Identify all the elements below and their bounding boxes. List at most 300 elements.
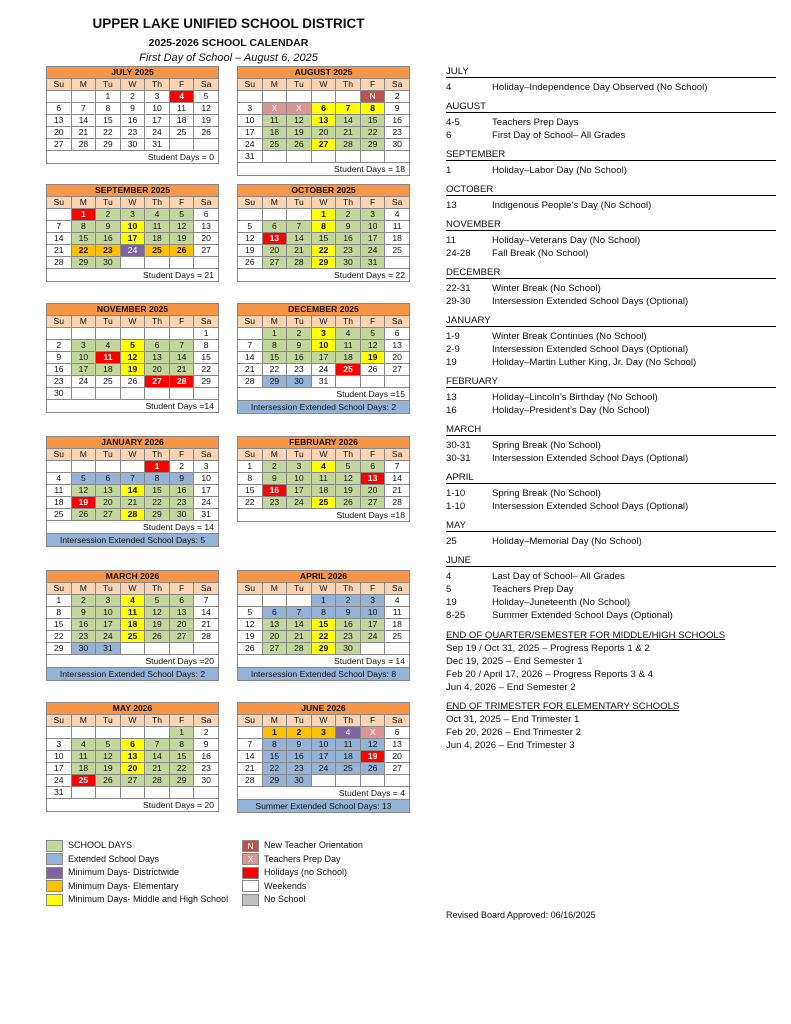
day-cell: 16 xyxy=(96,233,121,245)
day-cell xyxy=(169,257,194,269)
day-cell: 12 xyxy=(360,739,385,751)
day-header: Sa xyxy=(194,449,219,461)
day-cell: 22 xyxy=(238,497,263,509)
day-cell: 3 xyxy=(360,595,385,607)
day-cell: 16 xyxy=(336,233,361,245)
event-date: 4 xyxy=(446,571,452,582)
day-cell: 5 xyxy=(71,473,96,485)
month-1 xyxy=(237,66,410,176)
event-section xyxy=(446,315,776,369)
month-9 xyxy=(237,570,410,681)
day-cell: 6 xyxy=(385,727,410,739)
day-header: W xyxy=(120,449,145,461)
event-row xyxy=(446,583,776,596)
event-label: Intersession Extended School Days (Optional) xyxy=(492,344,689,355)
day-cell: 24 xyxy=(145,127,170,139)
day-header: Sa xyxy=(385,583,410,595)
day-cell: 28 xyxy=(145,775,170,787)
day-cell: 17 xyxy=(194,485,219,497)
month-title: MAY 2026 xyxy=(47,703,219,715)
day-cell: 13 xyxy=(120,751,145,763)
day-cell: 10 xyxy=(311,739,336,751)
event-label: Holiday–Memorial Day (No School) xyxy=(492,536,642,547)
district-title: UPPER LAKE UNIFIED SCHOOL DISTRICT xyxy=(92,16,365,31)
event-label: Intersession Extended School Days (Optional) xyxy=(492,501,689,512)
day-cell xyxy=(311,91,336,103)
day-cell: 8 xyxy=(194,340,219,352)
day-cell: 4 xyxy=(336,727,361,739)
day-cell: 13 xyxy=(262,233,287,245)
day-cell: 23 xyxy=(287,763,312,775)
event-section xyxy=(446,267,776,308)
day-cell: 16 xyxy=(47,364,72,376)
day-cell: 31 xyxy=(96,643,121,655)
event-label: Holiday–Veterans Day (No School) xyxy=(492,235,641,246)
day-cell: 30 xyxy=(96,257,121,269)
day-header: M xyxy=(262,715,287,727)
day-cell xyxy=(262,151,287,163)
day-cell xyxy=(311,151,336,163)
day-cell: 26 xyxy=(287,139,312,151)
event-section xyxy=(446,66,776,94)
event-row xyxy=(446,535,776,548)
day-cell: 25 xyxy=(71,775,96,787)
day-cell: 20 xyxy=(96,497,121,509)
day-header: M xyxy=(71,715,96,727)
day-cell: 30 xyxy=(336,643,361,655)
event-section xyxy=(446,555,776,622)
day-cell xyxy=(287,209,312,221)
month-6 xyxy=(46,436,219,547)
day-cell: 13 xyxy=(47,115,72,127)
event-label: Holiday–Labor Day (No School) xyxy=(492,165,627,176)
event-date: 1-10 xyxy=(446,488,466,499)
month-title: DECEMBER 2025 xyxy=(238,304,410,316)
day-cell: 29 xyxy=(262,376,287,388)
event-label: Holiday–President’s Day (No School) xyxy=(492,405,650,416)
event-row xyxy=(446,570,776,583)
day-cell: 19 xyxy=(336,485,361,497)
day-cell: 18 xyxy=(169,115,194,127)
legend-item xyxy=(242,852,341,866)
day-header: Th xyxy=(145,316,170,328)
day-cell: 20 xyxy=(360,485,385,497)
day-header: Th xyxy=(145,583,170,595)
event-month-heading: MARCH xyxy=(446,424,776,436)
day-cell xyxy=(145,257,170,269)
event-row xyxy=(446,81,776,94)
day-cell xyxy=(145,643,170,655)
day-cell: X xyxy=(287,103,312,115)
day-cell: 4 xyxy=(96,340,121,352)
student-days: Student Days = 22 xyxy=(237,269,410,282)
day-cell: 2 xyxy=(47,340,72,352)
day-cell: 7 xyxy=(336,103,361,115)
day-header: M xyxy=(71,79,96,91)
day-cell: 17 xyxy=(360,233,385,245)
month-0 xyxy=(46,66,219,164)
event-date: 1 xyxy=(446,165,452,176)
day-header: Su xyxy=(238,79,263,91)
day-header: M xyxy=(262,583,287,595)
day-cell: 20 xyxy=(169,619,194,631)
day-cell xyxy=(120,727,145,739)
day-cell: 17 xyxy=(145,115,170,127)
day-cell: 5 xyxy=(360,328,385,340)
day-cell: 2 xyxy=(71,595,96,607)
day-cell: 1 xyxy=(262,727,287,739)
day-cell: 6 xyxy=(360,461,385,473)
day-cell: 9 xyxy=(194,739,219,751)
day-cell: 16 xyxy=(120,115,145,127)
day-header: Th xyxy=(336,449,361,461)
day-header: Su xyxy=(47,197,72,209)
event-month-heading: AUGUST xyxy=(446,101,776,113)
day-cell: 23 xyxy=(194,763,219,775)
day-cell: 20 xyxy=(194,233,219,245)
day-cell: 17 xyxy=(238,127,263,139)
month-title: JULY 2025 xyxy=(47,67,219,79)
event-row xyxy=(446,116,776,129)
day-cell: 12 xyxy=(238,233,263,245)
day-header: Sa xyxy=(385,79,410,91)
day-cell: 23 xyxy=(120,127,145,139)
day-cell: 8 xyxy=(169,739,194,751)
day-cell: 3 xyxy=(194,461,219,473)
day-cell: 13 xyxy=(385,739,410,751)
day-header: Su xyxy=(47,583,72,595)
day-cell: 1 xyxy=(311,595,336,607)
day-cell: 20 xyxy=(311,127,336,139)
day-cell: 11 xyxy=(262,115,287,127)
day-cell: 16 xyxy=(385,115,410,127)
day-header: W xyxy=(120,715,145,727)
day-cell: 14 xyxy=(47,233,72,245)
day-header: F xyxy=(169,79,194,91)
event-date: 2-9 xyxy=(446,344,460,355)
event-date: 22-31 xyxy=(446,283,471,294)
day-cell: 26 xyxy=(169,245,194,257)
month-title: FEBRUARY 2026 xyxy=(238,437,410,449)
day-cell: 23 xyxy=(169,497,194,509)
event-label: Spring Break (No School) xyxy=(492,488,601,499)
day-cell: 31 xyxy=(194,509,219,521)
day-cell: 4 xyxy=(120,595,145,607)
month-title: AUGUST 2025 xyxy=(238,67,410,79)
day-cell: 7 xyxy=(287,607,312,619)
day-cell: 7 xyxy=(169,340,194,352)
day-header: W xyxy=(311,316,336,328)
event-label: Intersession Extended School Days (Optional) xyxy=(492,296,689,307)
day-cell: 28 xyxy=(194,631,219,643)
day-header: Sa xyxy=(194,79,219,91)
day-cell: 7 xyxy=(238,340,263,352)
calendar-title: 2025-2026 SCHOOL CALENDAR xyxy=(148,37,309,49)
day-cell xyxy=(311,775,336,787)
day-cell: 20 xyxy=(262,245,287,257)
day-cell: 26 xyxy=(336,497,361,509)
day-cell: 24 xyxy=(311,763,336,775)
day-cell: 11 xyxy=(120,607,145,619)
day-header: Tu xyxy=(287,79,312,91)
day-cell: 31 xyxy=(47,787,72,799)
day-cell: 25 xyxy=(47,509,72,521)
day-cell: 7 xyxy=(385,461,410,473)
day-cell xyxy=(96,787,121,799)
day-cell: 11 xyxy=(47,485,72,497)
day-cell: 18 xyxy=(336,751,361,763)
month-11 xyxy=(237,702,410,813)
day-cell: 29 xyxy=(145,509,170,521)
day-cell: 8 xyxy=(311,607,336,619)
day-header: Tu xyxy=(287,715,312,727)
day-cell xyxy=(262,595,287,607)
extended-days-note: Summer Extended School Days: 13 xyxy=(237,800,410,813)
day-cell: 7 xyxy=(287,221,312,233)
event-date: 24-28 xyxy=(446,248,471,259)
day-header: F xyxy=(169,197,194,209)
day-cell: 18 xyxy=(120,619,145,631)
day-cell: 22 xyxy=(262,364,287,376)
day-header: Th xyxy=(336,79,361,91)
day-cell: 13 xyxy=(145,352,170,364)
day-cell xyxy=(47,328,72,340)
day-cell: 25 xyxy=(385,631,410,643)
day-cell: 11 xyxy=(311,473,336,485)
day-header: Su xyxy=(238,197,263,209)
day-cell: 4 xyxy=(47,473,72,485)
day-header: Su xyxy=(47,79,72,91)
day-cell xyxy=(360,376,385,388)
day-cell: 27 xyxy=(120,775,145,787)
day-cell xyxy=(238,595,263,607)
day-header: M xyxy=(262,79,287,91)
day-header: Su xyxy=(238,715,263,727)
event-row xyxy=(446,234,776,247)
month-10 xyxy=(46,702,219,812)
day-cell: 18 xyxy=(145,233,170,245)
event-section xyxy=(446,376,776,417)
legend-label: No School xyxy=(264,894,306,904)
day-cell: 26 xyxy=(96,775,121,787)
day-cell: 5 xyxy=(336,461,361,473)
event-date: 19 xyxy=(446,357,457,368)
extended-days-note: Intersession Extended School Days: 8 xyxy=(237,668,410,681)
day-cell: 12 xyxy=(120,352,145,364)
day-cell: 20 xyxy=(47,127,72,139)
day-cell: 30 xyxy=(120,139,145,151)
day-cell: 14 xyxy=(238,352,263,364)
day-cell: 8 xyxy=(360,103,385,115)
day-cell: 26 xyxy=(194,127,219,139)
day-header: Th xyxy=(145,197,170,209)
day-cell xyxy=(96,328,121,340)
day-cell: 15 xyxy=(194,352,219,364)
day-cell xyxy=(336,91,361,103)
day-cell: 9 xyxy=(336,607,361,619)
day-cell xyxy=(120,787,145,799)
day-cell: 13 xyxy=(262,619,287,631)
event-date: 4-5 xyxy=(446,117,460,128)
event-row xyxy=(446,439,776,452)
day-cell: 28 xyxy=(169,376,194,388)
event-month-heading: SEPTEMBER xyxy=(446,149,776,161)
day-cell: 30 xyxy=(287,775,312,787)
day-cell: 9 xyxy=(287,340,312,352)
day-cell: 10 xyxy=(238,115,263,127)
day-cell: 19 xyxy=(360,352,385,364)
day-cell: 1 xyxy=(169,727,194,739)
event-month-heading: OCTOBER xyxy=(446,184,776,196)
day-cell: 25 xyxy=(169,127,194,139)
quarters-item: Dec 19, 2025 – End Semester 1 xyxy=(446,656,583,667)
legend-swatch xyxy=(242,894,259,906)
day-header: Th xyxy=(336,715,361,727)
day-cell: 2 xyxy=(194,727,219,739)
legend-item xyxy=(46,852,159,866)
day-cell: 29 xyxy=(360,139,385,151)
day-header: F xyxy=(360,715,385,727)
day-cell: 1 xyxy=(96,91,121,103)
day-cell xyxy=(194,257,219,269)
day-cell: 10 xyxy=(311,340,336,352)
day-cell: 17 xyxy=(287,485,312,497)
legend-item xyxy=(46,838,132,852)
day-cell: 21 xyxy=(145,763,170,775)
day-cell: 3 xyxy=(145,91,170,103)
day-cell: 21 xyxy=(169,364,194,376)
day-cell: 29 xyxy=(169,775,194,787)
day-cell: 16 xyxy=(262,485,287,497)
month-5 xyxy=(237,303,410,414)
event-date: 25 xyxy=(446,536,457,547)
event-section xyxy=(446,472,776,513)
day-cell: 22 xyxy=(145,497,170,509)
legend-label: Minimum Days- Elementary xyxy=(68,880,179,891)
day-cell: 31 xyxy=(145,139,170,151)
day-cell: 11 xyxy=(385,221,410,233)
event-row xyxy=(446,343,776,356)
day-cell: 22 xyxy=(311,631,336,643)
day-cell: 1 xyxy=(145,461,170,473)
day-cell: 17 xyxy=(120,233,145,245)
day-cell: 3 xyxy=(47,739,72,751)
day-header: F xyxy=(169,449,194,461)
day-cell: 25 xyxy=(145,245,170,257)
event-label: Holiday–Juneteenth (No School) xyxy=(492,597,631,608)
month-4 xyxy=(46,303,219,413)
day-header: Tu xyxy=(287,197,312,209)
day-cell: 6 xyxy=(120,739,145,751)
day-cell: 24 xyxy=(71,376,96,388)
day-header: Sa xyxy=(194,715,219,727)
day-cell: 15 xyxy=(96,115,121,127)
month-title: APRIL 2026 xyxy=(238,571,410,583)
event-row xyxy=(446,500,776,513)
day-cell: 12 xyxy=(287,115,312,127)
day-cell xyxy=(120,461,145,473)
day-cell: 27 xyxy=(194,245,219,257)
event-label: Holiday–Independence Day Observed (No School) xyxy=(492,82,708,93)
day-cell: 30 xyxy=(169,509,194,521)
day-cell: 26 xyxy=(360,763,385,775)
event-month-heading: DECEMBER xyxy=(446,267,776,279)
student-days: Student Days = 18 xyxy=(237,163,410,176)
day-cell: 12 xyxy=(360,340,385,352)
day-cell: 27 xyxy=(311,139,336,151)
day-cell: 29 xyxy=(47,643,72,655)
day-header: Tu xyxy=(96,715,121,727)
day-cell: 21 xyxy=(385,485,410,497)
day-cell: 27 xyxy=(96,509,121,521)
day-cell: 26 xyxy=(120,376,145,388)
day-cell: 30 xyxy=(287,376,312,388)
day-cell xyxy=(47,461,72,473)
day-cell: 14 xyxy=(238,751,263,763)
day-cell: 9 xyxy=(47,352,72,364)
day-header: M xyxy=(71,583,96,595)
event-label: Intersession Extended School Days (Optional) xyxy=(492,453,689,464)
day-cell: 28 xyxy=(47,257,72,269)
day-cell: 11 xyxy=(336,340,361,352)
day-cell: 23 xyxy=(385,127,410,139)
day-cell: 18 xyxy=(262,127,287,139)
day-header: F xyxy=(360,79,385,91)
day-cell: 12 xyxy=(96,751,121,763)
day-cell: 14 xyxy=(71,115,96,127)
day-cell: 21 xyxy=(71,127,96,139)
legend-swatch: N xyxy=(242,840,259,852)
day-cell: 19 xyxy=(71,497,96,509)
day-cell: 8 xyxy=(47,607,72,619)
day-cell xyxy=(385,643,410,655)
day-cell: 21 xyxy=(238,763,263,775)
day-cell: 8 xyxy=(262,340,287,352)
event-row xyxy=(446,199,776,212)
day-cell: 8 xyxy=(311,221,336,233)
day-cell: 11 xyxy=(96,352,121,364)
day-cell: 3 xyxy=(71,340,96,352)
legend-swatch xyxy=(242,880,259,892)
events-panel xyxy=(446,66,776,752)
event-label: Summer Extended School Days (Optional) xyxy=(492,610,673,621)
day-cell: 24 xyxy=(287,497,312,509)
day-header: Tu xyxy=(96,583,121,595)
day-cell: 18 xyxy=(47,497,72,509)
day-cell xyxy=(385,775,410,787)
day-cell: 13 xyxy=(311,115,336,127)
quarters-item: Sep 19 / Oct 31, 2025 – Progress Reports 1 & 2 xyxy=(446,643,650,654)
day-cell: 2 xyxy=(336,595,361,607)
day-cell: 10 xyxy=(120,221,145,233)
day-cell xyxy=(169,643,194,655)
trimesters-heading: END OF TRIMESTER FOR ELEMENTARY SCHOOLS xyxy=(446,701,680,712)
month-7 xyxy=(237,436,410,522)
student-days: Student Days = 14 xyxy=(46,521,219,534)
day-cell: 28 xyxy=(336,139,361,151)
day-cell xyxy=(287,595,312,607)
day-header: Tu xyxy=(96,197,121,209)
day-cell xyxy=(120,388,145,400)
day-header: W xyxy=(311,449,336,461)
day-cell: 12 xyxy=(169,221,194,233)
day-cell xyxy=(71,461,96,473)
day-cell: 2 xyxy=(169,461,194,473)
day-cell: 8 xyxy=(96,103,121,115)
day-cell: 3 xyxy=(360,209,385,221)
day-cell: 18 xyxy=(385,233,410,245)
day-cell: 6 xyxy=(169,595,194,607)
